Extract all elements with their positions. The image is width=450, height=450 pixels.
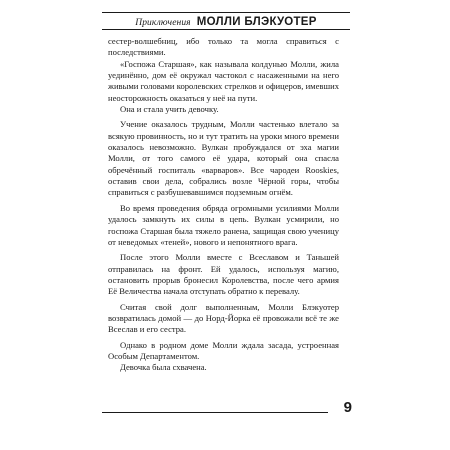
paragraph: После этого Молли вместе с Всеславом и Таньшей отправилась на фронт. Ей удалось, используя магию, остановить прорыв бронесил Королевства, после чего армия Её Величества начала отступать обратно к перевалу.: [108, 252, 339, 297]
header-rule-top: [102, 12, 350, 13]
page-number: 9: [343, 399, 352, 416]
paragraph: Учение оказалось трудным, Молли частенько влетало за всякую провинность, но и тут тратить на уроки много времени оказалось невозможно. Вулкан пробуждался от эха магии Молли, от того самого её удара, который она спасла обречённый госпиталь «варваров». Все чародеи Rooskies, оставив свои дела, собрались возле Чёрной горы, чтобы справиться с разбушевавшимся подземным огнём.: [108, 119, 339, 198]
header-text: [102, 14, 350, 30]
paragraph: «Госпожа Старшая», как называла колдунью Молли, жила уединённо, дом её окружал частокол с насаженными на него живыми головами королевских стрелков и офицеров, имевших неосторожность оказаться у неё на пути.: [108, 58, 339, 103]
paragraph: Во время проведения обряда огромными усилиями Молли удалось замкнуть их силы в цепь. Вулкан усмирили, но госпожа Старшая была тяжело ранена, защищая свою ученицу от неведомых «теней», нового и непонятного врага.: [108, 202, 339, 247]
paragraph: Она и стала учить девочку.: [120, 104, 219, 115]
paragraph: Девочка была схвачена.: [120, 362, 207, 373]
paragraph: сестер-волшебниц, ибо только та могла справиться с последствиями.: [108, 36, 339, 58]
running-header: [102, 12, 350, 30]
body-text: [108, 36, 339, 374]
header-rule-bottom: [102, 29, 350, 30]
header-title: МОЛЛИ БЛЭКУОТЕР: [196, 16, 317, 28]
footer-rule: [102, 412, 328, 413]
header-series: Приключения: [135, 18, 191, 28]
page-footer: [102, 398, 352, 420]
paragraph: Считая свой долг выполненным, Молли Блэкуотер возвратилась домой — до Норд-Йорка её провожали всё те же Всеслав и его сестра.: [108, 301, 339, 335]
paragraph: Однако в родном доме Молли ждала засада, устроенная Особым Департаментом.: [108, 339, 339, 361]
